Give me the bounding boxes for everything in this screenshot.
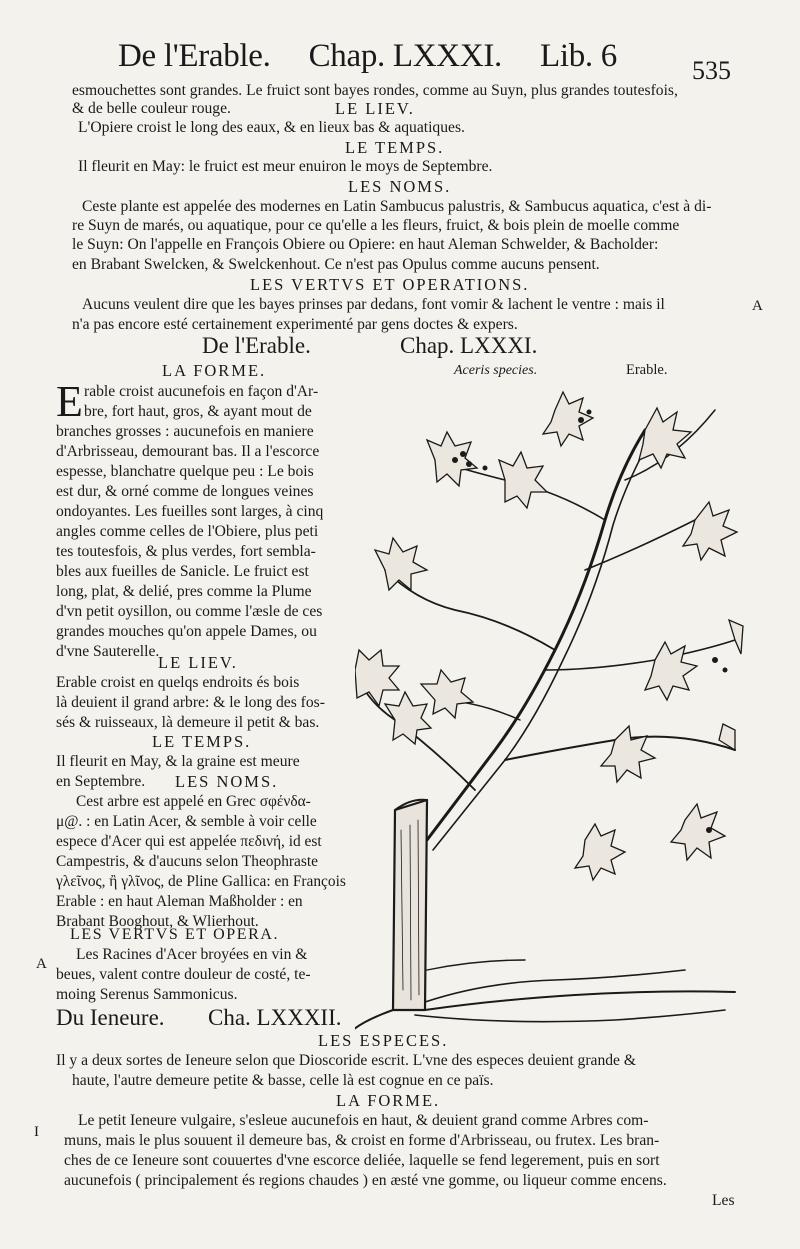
text-line: Les Racines d'Acer broyées en vin &: [76, 946, 308, 963]
chapter-title-left: De l'Erable.: [202, 333, 311, 358]
margin-letter: A: [36, 956, 47, 972]
text-line: angles comme celles de l'Obiere, plus peti: [56, 523, 319, 540]
text-line: là deuient il grand arbre: & le long des fos-: [56, 694, 325, 711]
text-line: Cest arbre est appelé en Grec σφένδα-: [76, 793, 311, 810]
text-line: Il fleurit en May: le fruict est meur enuiron le moys de Septembre.: [78, 158, 493, 175]
section-heading-temps: LE TEMPS.: [152, 732, 252, 751]
text-line: d'vn petit oysillon, ou comme l'æsle de ces: [56, 603, 323, 620]
running-head: [118, 38, 647, 75]
text-line: beues, valent contre douleur de costé, te-: [56, 966, 311, 983]
text-line: tes toutesfois, & plus verdes, fort sembla-: [56, 543, 316, 560]
text-line: aucunefois ( principalement és regions chaudes ) en æsté vne gomme, ou liqueur comme encens.: [64, 1172, 667, 1189]
text-line: esmouchettes sont grandes. Le fruict sont bayes rondes, comme au Suyn, plus grandes toutesfois,: [72, 82, 678, 99]
text-line: est dur, & orné comme de longues veines: [56, 483, 314, 500]
maple-tree-woodcut: [355, 370, 745, 1040]
text-line: muns, mais le plus souuent il demeure bas, & croist en forme d'Arbrisseau, ou frutex. Les bran-: [64, 1132, 660, 1149]
section-heading-noms: LES NOMS.: [348, 177, 452, 196]
text-line: sés & ruisseaux, là demeure il petit & bas.: [56, 714, 320, 731]
text-line: en Septembre.: [56, 773, 146, 790]
drop-cap: E: [56, 377, 83, 426]
text-line: ondoyantes. Les fueilles sont larges, à cinq: [56, 503, 324, 520]
text-line: re Suyn de marés, ou aquatique, pour ce qu'elle a les fleurs, fruict, & bois plein de moelle comme: [72, 217, 680, 234]
running-head-right: Lib. 6: [539, 38, 617, 74]
section-heading-forme: LA FORME.: [162, 361, 267, 380]
section-heading-vertus: LES VERTVS ET OPERATIONS.: [250, 275, 530, 294]
text-line: μ@. : en Latin Acer, & semble à voir celle: [56, 813, 317, 830]
next-chapter-title-left: Du Ieneure.: [56, 1005, 165, 1030]
text-line: Aucuns veulent dire que les bayes prinses par dedans, font vomir & lachent le ventre : mais il: [82, 296, 665, 313]
margin-letter: I: [34, 1124, 39, 1140]
section-heading-forme: LA FORME.: [336, 1091, 441, 1110]
text-line: en Brabant Swelcken, & Swelckenhout. Ce n'est pas Opulus comme aucuns pensent.: [72, 256, 600, 273]
page-number: 535: [692, 56, 731, 85]
section-heading-lieu: LE LIEV.: [158, 653, 238, 672]
text-line: Il y a deux sortes de Ieneure selon que Dioscoride escrit. L'vne des especes deuient grande &: [56, 1052, 636, 1069]
text-line: branches grosses : aucunefois en maniere: [56, 423, 314, 440]
text-line: espesse, blanchatre quelque peu : Le bois: [56, 463, 314, 480]
figure-caption-latin: Aceris species.: [454, 363, 538, 378]
figure-caption-french: Erable.: [626, 362, 668, 378]
section-heading-temps: LE TEMPS.: [345, 138, 445, 157]
text-line: Erable croist en quelqs endroits és bois: [56, 674, 300, 691]
next-chapter-title-right: Cha. LXXXII.: [208, 1005, 342, 1030]
text-line: moing Serenus Sammonicus.: [56, 986, 238, 1003]
section-heading-noms: LES NOMS.: [175, 772, 279, 791]
text-line: rable croist aucunefois en façon d'Ar-: [84, 383, 319, 400]
text-line: Campestris, & d'aucuns selon Theophraste: [56, 853, 318, 870]
text-line: bre, fort haut, gros, & ayant mout de: [84, 403, 312, 420]
text-line: haute, l'autre demeure petite & basse, celle là est cognue en ce païs.: [72, 1072, 494, 1089]
text-line: Ceste plante est appelée des modernes en Latin Sambucus palustris, & Sambucus aquatica, c'est à di-: [82, 198, 712, 215]
text-line: grandes mouches qu'on appele Dames, ou: [56, 623, 317, 640]
text-line: Erable : en haut Aleman Maßholder : en: [56, 893, 303, 910]
text-line: γλεῖνος, ἢ γλῖνος, de Pline Gallica: en François: [56, 873, 346, 890]
section-heading-lieu: LE LIEV.: [335, 99, 415, 118]
text-line: ches de ce Ieneure sont couuertes d'vne escorce deliée, laquelle se fend legerement, puis en sort: [64, 1152, 660, 1169]
text-line: L'Opiere croist le long des eaux, & en lieux bas & aquatiques.: [78, 119, 465, 136]
text-line: le Suyn: On l'appelle en François Obiere ou Opiere: en haut Aleman Schwelder, & Bacholder:: [72, 236, 659, 253]
text-line: Il fleurit en May, & la graine est meure: [56, 753, 300, 770]
running-head-left: De l'Erable.: [118, 38, 271, 74]
catchword: Les: [712, 1192, 735, 1209]
margin-letter: A: [752, 298, 763, 314]
text-line: d'Arbrisseau, demourant bas. Il a l'escorce: [56, 443, 320, 460]
text-line: & de belle couleur rouge.: [72, 100, 231, 117]
section-heading-vertus: LES VERTVS ET OPERA.: [70, 926, 280, 943]
running-head-center: Chap. LXXXI.: [308, 38, 503, 74]
text-line: long, plat, & delié, pres comme la Plume: [56, 583, 312, 600]
text-line: n'a pas encore esté certainement experimenté par gens doctes & expers.: [72, 316, 518, 333]
text-line: Brabant Booghout, & Wlierhout.: [56, 913, 259, 930]
chapter-title-right: Chap. LXXXI.: [400, 333, 538, 358]
text-line: espece d'Acer qui est appelée πεδινή, id est: [56, 833, 322, 850]
section-heading-especes: LES ESPECES.: [318, 1031, 449, 1050]
text-line: Le petit Ieneure vulgaire, s'esleue aucunefois en haut, & deuient grand comme Arbres com-: [78, 1112, 649, 1129]
text-line: d'vne Sauterelle.: [56, 643, 160, 660]
text-line: bles aux fueilles de Sanicle. Le fruict est: [56, 563, 309, 580]
